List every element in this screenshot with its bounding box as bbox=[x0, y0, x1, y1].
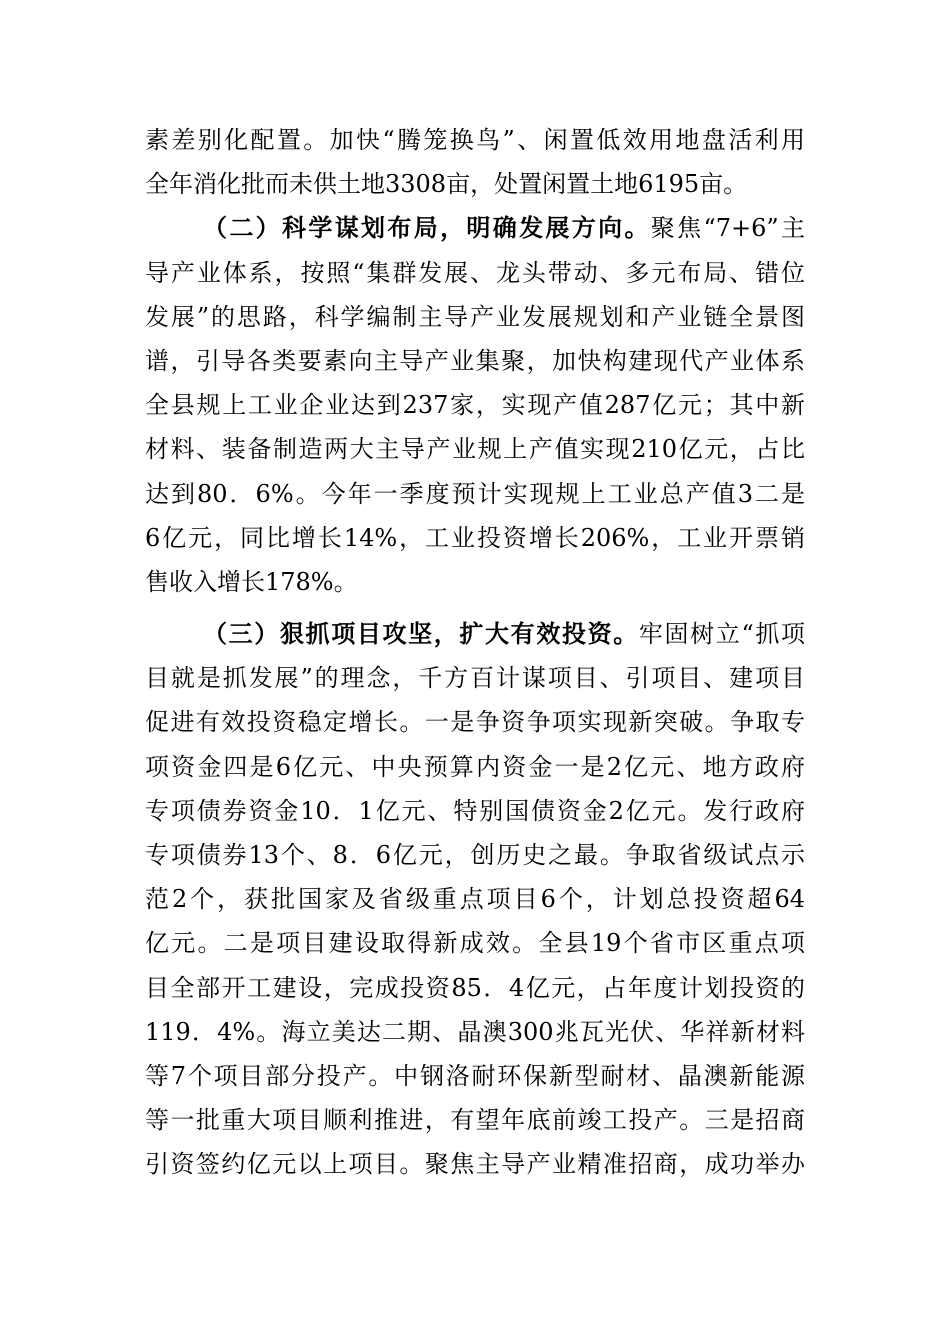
text-line: 等一批重大项目顺利推进，有望年底前竣工投产。三是招商 bbox=[145, 1106, 805, 1135]
text-line bbox=[145, 206, 805, 250]
paragraph-gap bbox=[145, 604, 805, 612]
text-fragment: 牢固树立“抓项 bbox=[638, 620, 805, 649]
text-line: 目全部开工建设，完成投资85．4亿元，占年度计划投资的 bbox=[145, 973, 805, 1002]
text-line: 目就是抓发展”的理念，千方百计谋项目、引项目、建项目 bbox=[145, 664, 805, 693]
text-line: 119．4%。海立美达二期、晶澳300兆瓦光伏、华祥新材料 bbox=[145, 1017, 805, 1046]
text-line: 导产业体系，按照“集群发展、龙头带动、多元布局、错位 bbox=[145, 258, 805, 287]
section-heading-2: （二）科学谋划布局，明确发展方向。 bbox=[203, 213, 651, 243]
paragraph-industry-layout bbox=[145, 206, 805, 604]
text-line: 亿元。二是项目建设取得新成效。全县19个省市区重点项 bbox=[145, 929, 805, 958]
section-heading-3: （三）狠抓项目攻坚，扩大有效投资。 bbox=[203, 619, 639, 649]
text-line: 谱，引导各类要素向主导产业集聚，加快构建现代产业体系 bbox=[145, 346, 805, 375]
text-line: 素差别化配置。加快“腾笼换鸟”、闲置低效用地盘活利用 bbox=[145, 126, 805, 154]
text-line: 6亿元，同比增长14%，工业投资增长206%，工业开票销 bbox=[145, 523, 805, 552]
text-line: 等7个项目部分投产。中钢洛耐环保新型耐材、晶澳新能源 bbox=[145, 1061, 805, 1090]
text-line: 范2个，获批国家及省级重点项目6个，计划总投资超64 bbox=[145, 885, 805, 914]
text-line: 发展”的思路，科学编制主导产业发展规划和产业链全景图 bbox=[145, 302, 805, 331]
text-line: 专项债券13个、8．6亿元，创历史之最。争取省级试点示 bbox=[145, 841, 805, 869]
text-line: 专项债券资金10．1亿元、特别国债资金2亿元。发行政府 bbox=[145, 796, 805, 825]
document-body bbox=[145, 118, 805, 1187]
paragraph-project-investment bbox=[145, 612, 805, 1186]
text-line: 售收入增长178%。 bbox=[145, 567, 358, 596]
text-line: 全年消化批而未供土地3308亩，处置闲置土地6195亩。 bbox=[145, 170, 748, 199]
text-line bbox=[145, 612, 805, 656]
text-fragment: 聚焦“7+6”主 bbox=[650, 214, 806, 243]
text-line: 达到80．6%。今年一季度预计实现规上工业总产值3二是 bbox=[145, 479, 805, 508]
text-line: 材料、装备制造两大主导产业规上产值实现210亿元，占比 bbox=[145, 435, 805, 464]
text-line: 项资金四是6亿元、中央预算内资金一是2亿元、地方政府 bbox=[145, 752, 805, 781]
text-line: 引资签约亿元以上项目。聚焦主导产业精准招商，成功举办 bbox=[145, 1150, 805, 1179]
text-line: 促进有效投资稳定增长。一是争资争项实现新突破。争取专 bbox=[145, 708, 805, 737]
text-line: 全县规上工业企业达到237家，实现产值287亿元；其中新 bbox=[145, 391, 805, 420]
paragraph-land-use bbox=[145, 118, 805, 206]
